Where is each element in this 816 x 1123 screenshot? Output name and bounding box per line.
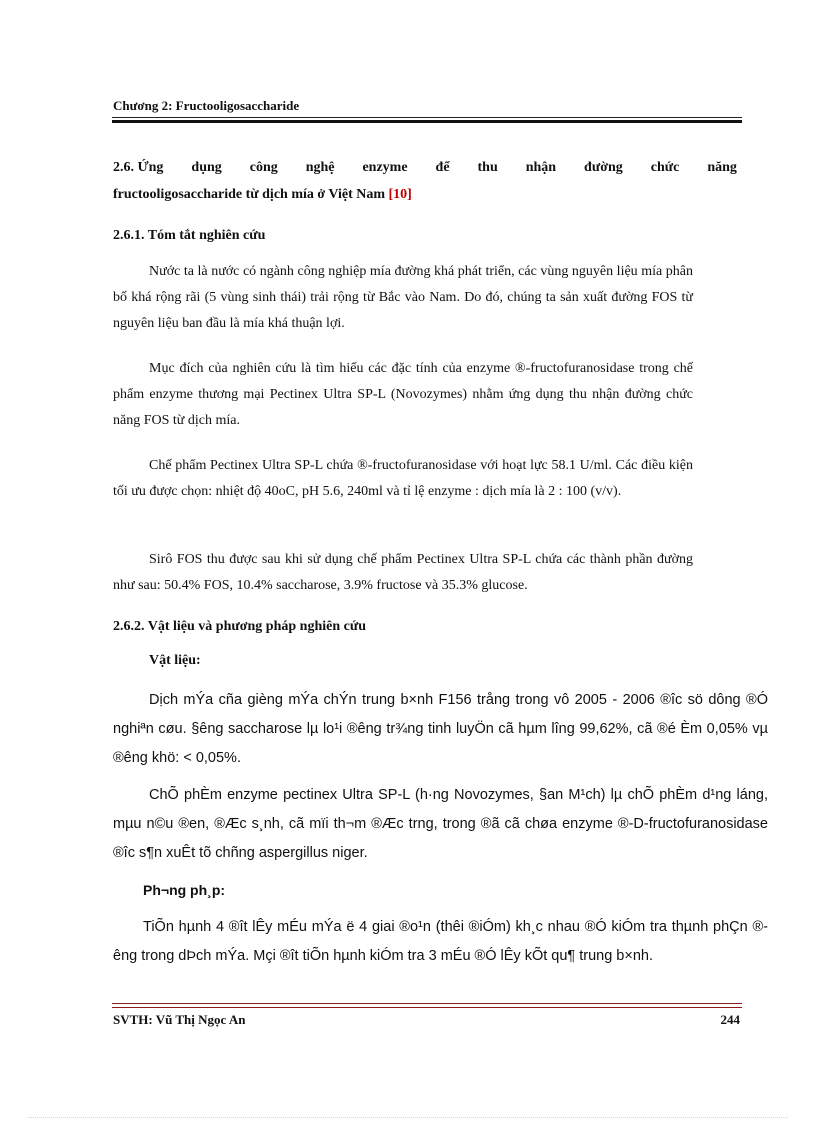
methods-label: Ph¬ng ph¸p: [143,882,226,898]
header-rule-thin [112,117,742,118]
subsection-heading-materials-methods: 2.6.2. Vật liệu và phương pháp nghiên cứu [113,619,367,634]
heading-word: năng [707,160,737,175]
syrup-paragraph: Sirô FOS thu được sau khi sử dụng chế phẩm Pectinex Ultra SP-L chứa các thành phần đường như sau: 50.4% FOS, 10.4% saccharose, 3.9% fructose và 35.3% glucose. [113,552,693,593]
header-rule-thick [112,120,742,123]
footer-author: SVTH: Vũ Thị Ngọc An [113,1012,246,1027]
subsection-heading-summary: 2.6.1. Tóm tắt nghiên cứu [113,228,266,243]
summary-paragraph: Nước ta là nước có ngành công nghiệp mía đường khá phát triển, các vùng nguyên liệu mía phân bố khá rộng rãi (5 vùng sinh thái) trải rộng từ Bắc vào Nam. Do đó, chúng ta sản xuất đường FOS từ nguyên liệu ban đầu là mía khá thuận lợi. [113,264,693,331]
heading-word: nghệ [305,160,335,175]
results-paragraph: Chế phẩm Pectinex Ultra SP-L chứa ®-fructofuranosidase với hoạt lực 58.1 U/ml. Các điều kiện tối ưu được chọn: nhiệt độ 40oC, pH 5.6, 240ml và tỉ lệ enzyme : dịch mía là 2 : 100 (v/v). [113,458,693,499]
page-bottom-dotted-line [28,1117,788,1118]
section-heading-line2 [113,187,737,203]
purpose-paragraph: Mục đích của nghiên cứu là tìm hiểu các đặc tính của enzyme ®-fructofuranosidase trong chế phẩm enzyme thương mại Pectinex Ultra SP-L (Novozymes) nhằm ứng dụng thu nhận đường chức năng FOS từ dịch mía. [113,361,693,428]
methods-paragraph: TiÕn hµnh 4 ®ît lÊy mÉu mÝa ë 4 giai ®o¹n (thêi ®iÓm) kh¸c nhau ®Ó kiÓm tra thµnh phÇn ®êng trong dÞch mÝa. Mçi ®ît tiÕn hµnh kiÓm tra 3 mÉu ®Ó lÊy kÕt qu¶ trung b×nh. [113,919,768,964]
heading-word: dụng [191,160,222,175]
heading-word: chức [650,160,680,175]
heading-text: fructooligosaccharide từ dịch mía ở Việt Nam [113,187,389,202]
heading-word: công [249,160,278,175]
footer-rule-bottom [112,1007,742,1008]
reference-link[interactable]: [10] [388,187,412,202]
heading-word: đường [584,160,623,175]
materials-paragraph-2: ChÕ phÈm enzyme pectinex Ultra SP-L (h·ng Novozymes, §an M¹ch) lµ chÕ phÈm d¹ng láng, mµu n©u ®en, ®Æc s¸nh, cã mïi th¬m ®Æc trng, trong ®ã cã chøa enzyme ®-D-fructofuranosidase ®îc s¶n xuÊt tõ chñng aspergillus niger. [113,787,768,861]
heading-word: 2.6. Ứng [113,160,164,175]
page-header-title: Chương 2: Fructooligosaccharide [113,98,300,113]
page-number: 244 [720,1012,740,1027]
materials-paragraph-1: Dịch mÝa cña gièng mÝa chÝn trung b×nh F156 trång trong vô 2005 - 2006 ®îc sö dông ®Ó nghiªn cøu. §êng saccharose lµ lo¹i ®êng tr¾ng tinh luyÖn cã hµm lîng 99,62%, cã ®é Èm 0,05% vµ ®êng khö: < 0,05%. [113,692,768,766]
heading-word: nhận [525,160,557,175]
section-heading-line1 [113,160,737,176]
heading-word: để [435,160,450,175]
heading-word: enzyme [362,160,408,175]
materials-label: Vật liệu: [149,653,201,668]
heading-word: thu [477,160,498,175]
footer-rule-top [112,1003,742,1004]
